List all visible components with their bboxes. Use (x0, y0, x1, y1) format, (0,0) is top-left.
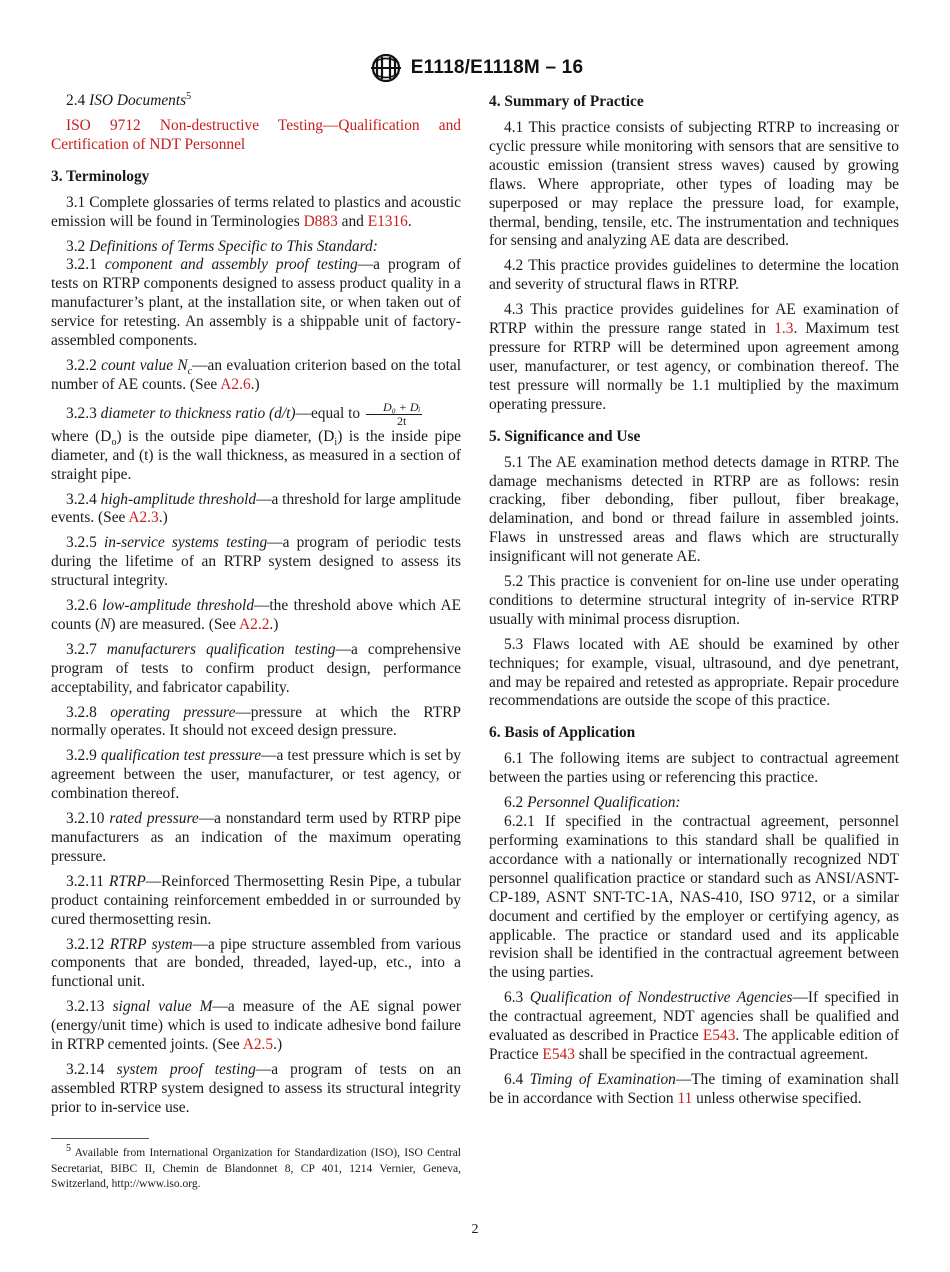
a2-6-link[interactable]: A2.6 (220, 375, 251, 393)
page-number: 2 (471, 1222, 479, 1237)
iso-9712-link[interactable]: ISO 9712 (66, 116, 141, 134)
e543-link[interactable]: E543 (702, 1027, 736, 1045)
def-3-2-5: 3.2.5 in-service systems testing—a program of periodic tests during the lifetime of an RTRP system designed to assess its structural integrity. (51, 534, 461, 590)
para-5-1: 5.1 The AE examination method detects damage in RTRP. The damage mechanisms detected in RTRP are as follows: resin cracking, fiber debonding, fiber pullout, fiber breakage, delamination, and bond or thread failure in assembled joints. Flaws in unstressed areas and flaws which are structurally insignificant will not generate AE. (489, 453, 899, 566)
def-3-2-3-cont: where $(D_o)$ is the outside pipe diameter, $(D_i)$ is the inside pipe diameter, and (t) is the wall thickness, as measured in a section of straight pipe. (51, 427, 462, 483)
section-5-heading: 5. Significance and Use (489, 427, 641, 445)
para-3-2: 3.2 Definitions of Terms Specific to This Standard: (66, 237, 378, 255)
para-6-4: 6.4 Timing of Examination—The timing of examination shall be in accordance with Section 11 unless otherwise specified. (489, 1070, 899, 1107)
def-3-2-9: 3.2.9 qualification test pressure—a test pressure which is set by agreement between the user, manufacturer, or test agency, or combination thereof. (51, 747, 461, 803)
para-6-2: 6.2 Personnel Qualification: (504, 794, 681, 812)
section-4-heading: 4. Summary of Practice (489, 93, 644, 110)
astm-logo-icon (367, 50, 405, 86)
para-4-3: 4.3 This practice provides guidelines for AE examination of RTRP within the pressure range stated in 1.3. Maximum test pressure for RTRP will be determined upon agreement among user, manufacturer, or test agency, or combination thereof. The test pressure will normally be 1.1 multiplied by the maximum operating pressure. (489, 301, 899, 413)
a2-2-link[interactable]: A2.2 (239, 615, 270, 633)
section-11-link[interactable]: 11 (677, 1089, 693, 1107)
sec-1-3-link[interactable]: 1.3 (774, 320, 794, 338)
a2-5-link[interactable]: A2.5 (242, 1036, 274, 1054)
para-4-1: 4.1 This practice consists of subjecting RTRP to increasing or cyclic pressure while monitoring with sensors that are sensitive to acoustic emission (transient stress waves) caused by growing flaws. Where appropriate, other types of loading may be superposed or may replace the pressure load, for example, thermal, bending, tensile, etc. The instrumentation and techniques for sensing and analyzing AE data are described. (489, 119, 899, 250)
d883-link[interactable]: D883 (303, 212, 338, 230)
section-2-4: 2.4 ISO Documents$^5$ (66, 90, 192, 109)
def-3-2-13: 3.2.13 signal value M—a measure of the AE signal power (energy/unit time) which is used to indicate adhesive bond failure in RTRP cemented joints. (See A2.5.) (51, 998, 461, 1054)
e1316-link[interactable]: E1316 (367, 212, 408, 230)
a2-3-link[interactable]: A2.3 (128, 509, 159, 527)
def-3-2-7: 3.2.7 manufacturers qualification testing—a comprehensive program of tests to confirm product design, performance acceptability, and fabricator capability. (51, 640, 461, 696)
iso-9712-title[interactable]: Non-destructive Testing—Qualification and Certification of NDT Personnel (51, 116, 461, 153)
left-column (51, 92, 461, 1124)
para-6-1: 6.1 The following items are subject to contractual agreement between the parties using or referencing this practice. (489, 750, 899, 787)
def-3-2-10: 3.2.10 rated pressure—a nonstandard term used by RTRP pipe manufacturers as an indication of the maximum operating pressure. (51, 810, 461, 865)
e543-link-2[interactable]: E543 (542, 1045, 575, 1063)
footnote-divider (51, 1138, 149, 1139)
def-3-2-6: 3.2.6 low-amplitude threshold—the threshold above which AE counts (N) are measured. (See A2.2.) (51, 597, 461, 633)
page-header (0, 50, 950, 86)
para-6-3: 6.3 Qualification of Nondestructive Agencies—If specified in the contractual agreement, NDT agencies shall be qualified and evaluated as described in Practice E543. The applicable edition of Practice E543 shall be specified in the contractual agreement. (489, 989, 899, 1063)
def-3-2-11: 3.2.11 RTRP—Reinforced Thermosetting Resin Pipe, a tubular product containing reinforcement embedded in or surrounded by cured thermosetting resin. (51, 872, 461, 928)
para-3-1: 3.1 Complete glossaries of terms related to plastics and acoustic emission will be found in Terminologies D883 and E1316. (51, 193, 461, 230)
para-4-2: 4.2 This practice provides guidelines to determine the location and severity of structural flaws in RTRP. (489, 257, 899, 294)
def-3-2-2: 3.2.2 count value $N_c—an$ evaluation criterion based on the total number of AE counts. (See A2.6.) (51, 356, 461, 393)
def-3-2-4: 3.2.4 high-amplitude threshold—a threshold for large amplitude events. (See A2.3.) (51, 490, 461, 527)
right-column (489, 92, 899, 1115)
def-3-2-1: 3.2.1 component and assembly proof testing—a program of tests on RTRP components designed to assess product quality in a manufacturer’s plant, at the installation site, or when taken out of service for retesting. An assembly is a shippable unit of factory-assembled components. (51, 256, 461, 350)
section-3-heading: 3. Terminology (51, 167, 150, 185)
def-3-2-8: 3.2.8 operating pressure—pressure at which the RTRP normally operates. It should not exceed design pressure. (51, 703, 461, 740)
document-designation: E1118/E1118M – 16 (410, 57, 584, 78)
para-5-2: 5.2 This practice is convenient for on-line use under operating conditions to determine structural integrity of in-service RTRP usually with minimal process disruption. (489, 573, 899, 628)
dt-ratio-fraction: $\frac{\text{D₀ + Dᵢ}}{2t}$ (366, 401, 423, 428)
footnote-ref: 5 (186, 90, 192, 102)
def-3-2-3: 3.2.3 diameter to thickness ratio (d/t)—equal to $\frac{\text{D₀ + Dᵢ}}{2t}$ (66, 399, 421, 428)
iso-reference (51, 117, 461, 155)
section-6-heading: 6. Basis of Application (489, 724, 636, 742)
def-3-2-14: 3.2.14 system proof testing—a program of tests on an assembled RTRP system designed to assess its structural integrity prior to in-service use. (51, 1060, 462, 1116)
def-3-2-12: 3.2.12 RTRP system—a pipe structure assembled from various components that are bonded, threaded, layed-up, etc., into a functional unit. (51, 935, 462, 991)
footnote-5: $^5$ Available from International Organization for Standardization (ISO), ISO Central Secretariat, BIBC II, Chemin de Blandonnet 8, CP 401, 1214 Vernier, Geneva, Switzerland, http://www.iso.org. (51, 1143, 461, 1190)
para-5-3: 5.3 Flaws located with AE should be examined by other techniques; for example, visual, ultrasound, and dye penetrant, and may be repaired and retested as appropriate. Repair procedure recommendations are outside the scope of this practice. (489, 635, 899, 710)
para-6-2-1: 6.2.1 If specified in the contractual agreement, personnel performing examinations to this standard shall be qualified in accordance with a nationally or internationally recognized NDT personnel qualification practice or standard such as ANSI/ASNT-CP-189, ASNT SNT-TC-1A, NAS-410, ISO 9712, or a similar document and certified by the employer or certifying agency, as applicable. The practice or standard used and its applicable revision shall be identified in the contractual agreement between the using parties. (489, 813, 899, 982)
